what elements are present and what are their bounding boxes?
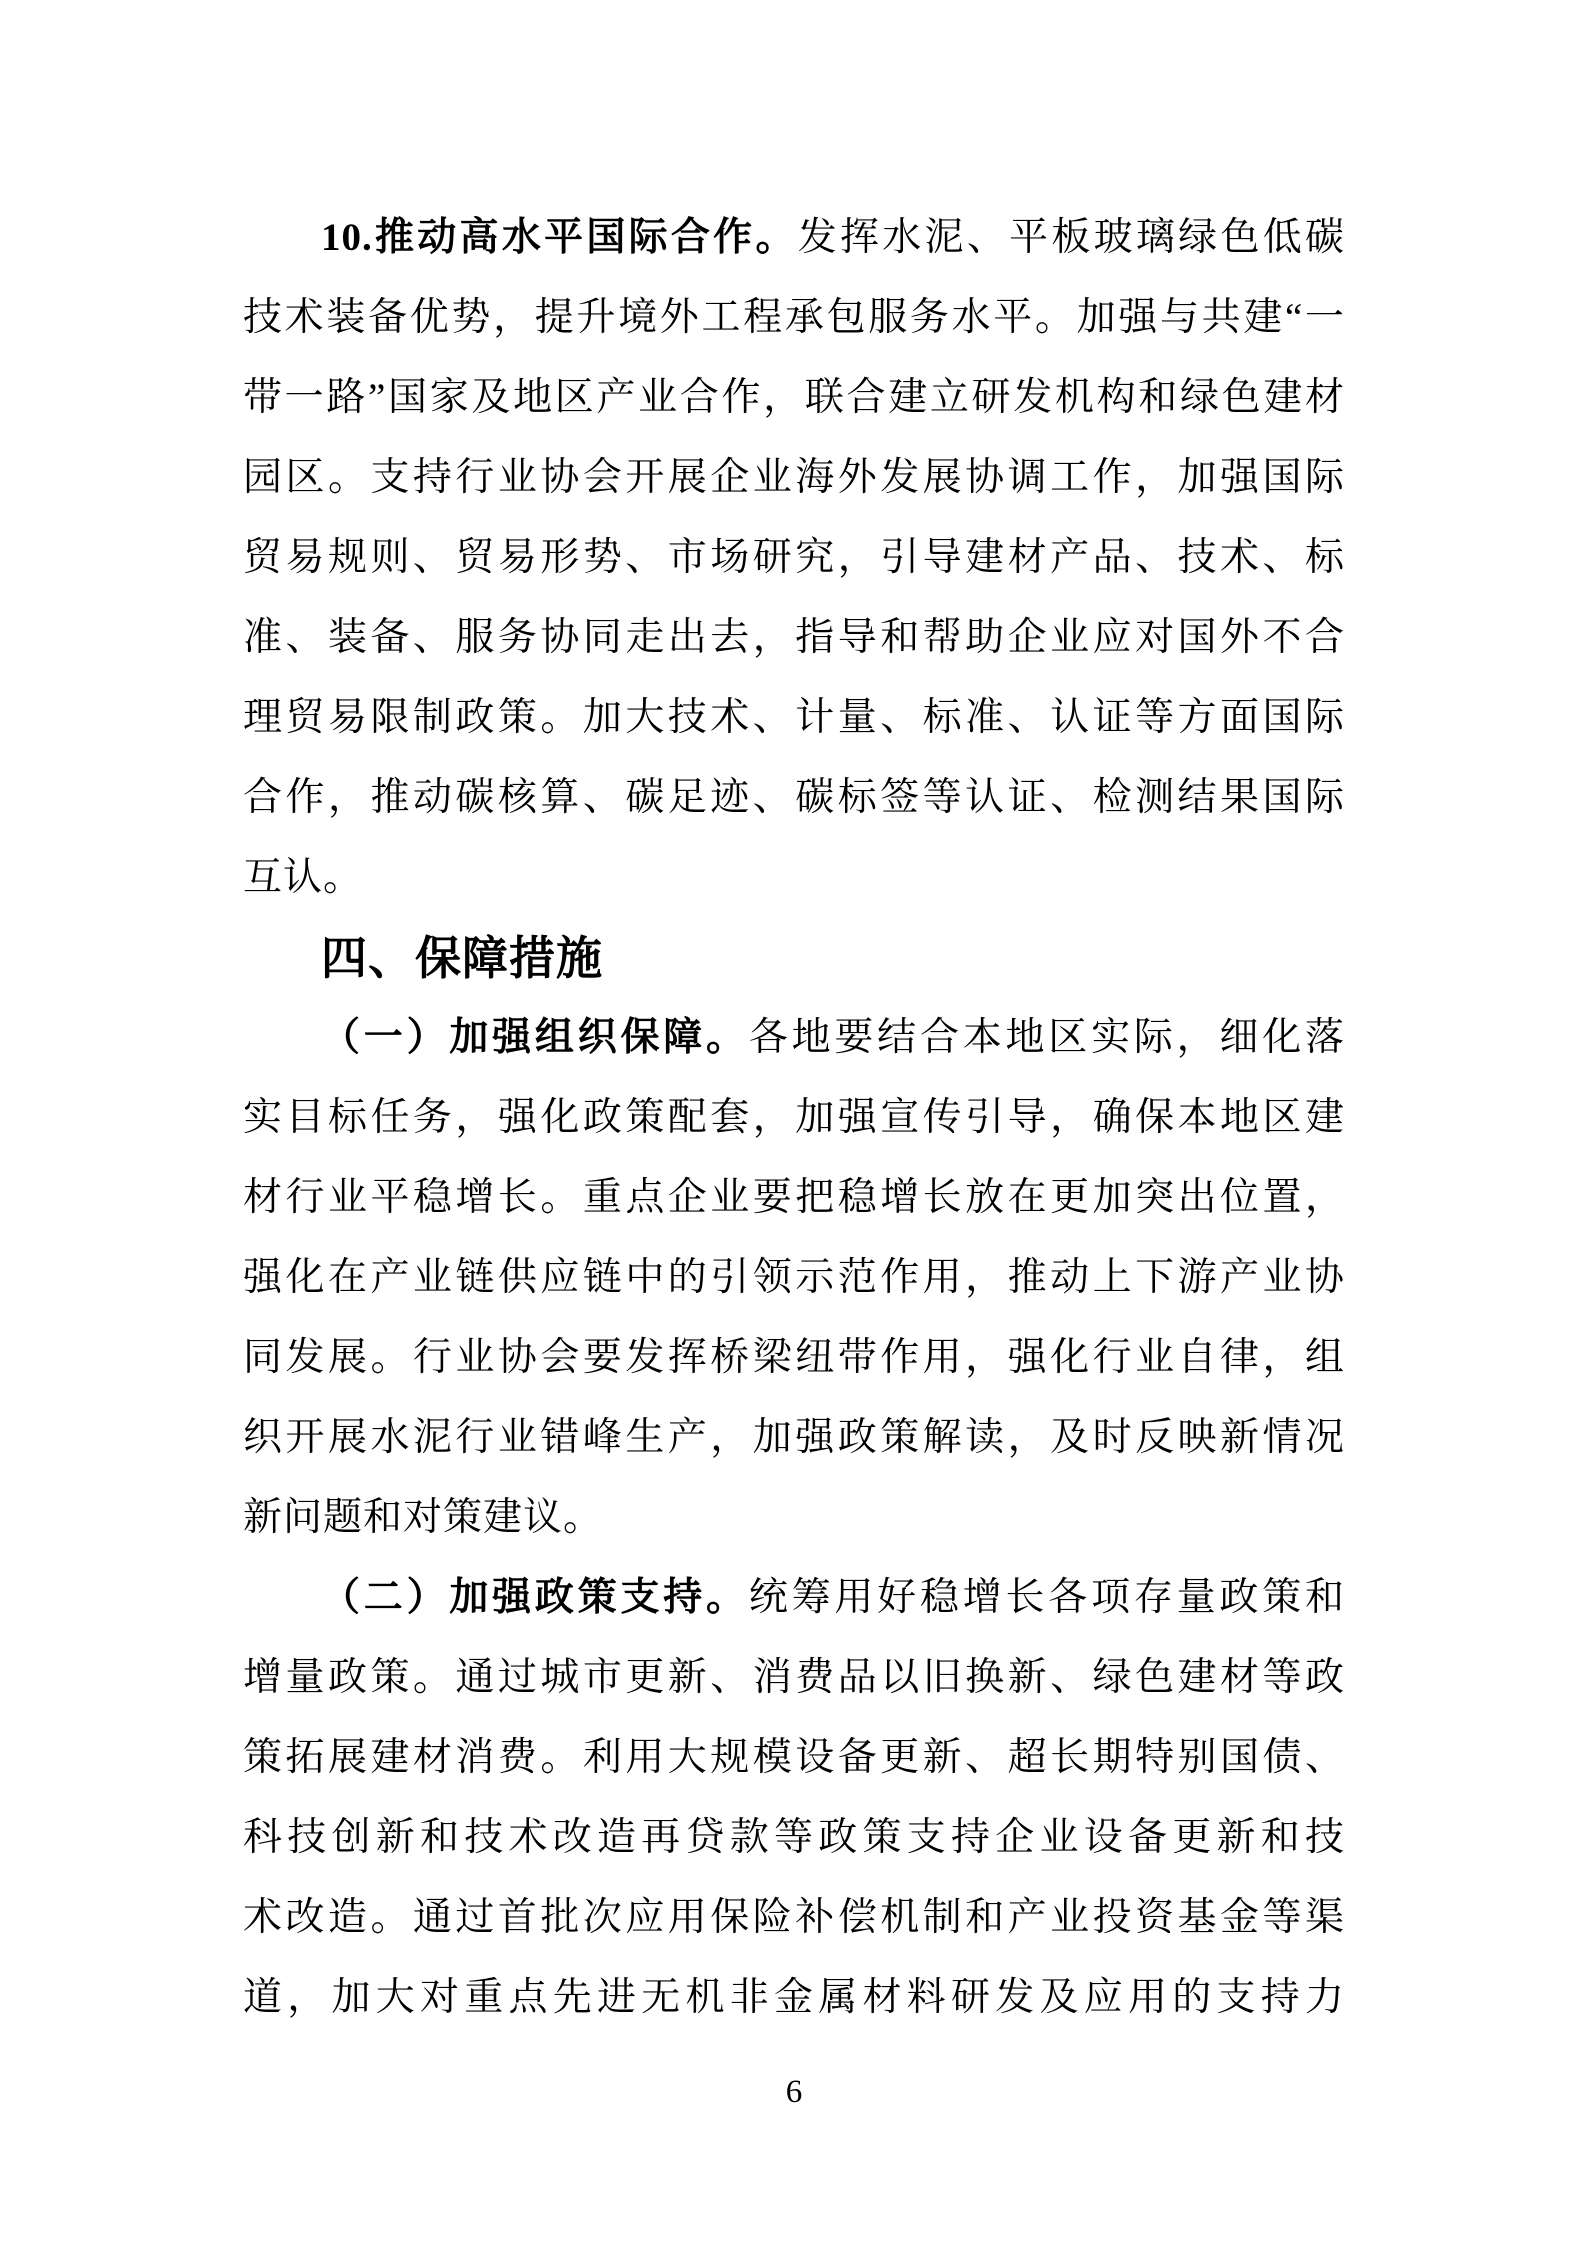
line-text: 新问题和对策建议。 — [243, 1496, 604, 1539]
text-line — [243, 1398, 1345, 1478]
line-text: 互认。 — [243, 856, 364, 899]
text-line — [243, 678, 1345, 758]
text-line — [243, 1958, 1345, 2038]
text-line — [243, 838, 1345, 918]
line-text: 发挥水泥、平板玻璃绿色低碳 — [797, 216, 1345, 259]
text-line — [243, 198, 1345, 278]
line-text: 强化在产业链供应链中的引领示范作用，推动上下游产业协 — [243, 1256, 1345, 1299]
text-line — [243, 278, 1345, 358]
line-text: 带一路”国家及地区产业合作，联合建立研发机构和绿色建材 — [243, 376, 1345, 419]
text-line — [243, 1878, 1345, 1958]
line-text: 统筹用好稳增长各项存量政策和 — [748, 1576, 1345, 1619]
document-text-block — [243, 198, 1345, 2038]
text-line — [243, 358, 1345, 438]
line-text: 术改造。通过首批次应用保险补偿机制和产业投资基金等渠 — [243, 1896, 1345, 1939]
line-text: 织开展水泥行业错峰生产，加强政策解读，及时反映新情况 — [243, 1416, 1345, 1459]
line-text: 增量政策。通过城市更新、消费品以旧换新、绿色建材等政 — [243, 1656, 1345, 1699]
text-line — [243, 1798, 1345, 1878]
text-line — [243, 1478, 1345, 1558]
line-text: 技术装备优势，提升境外工程承包服务水平。加强与共建“一 — [243, 296, 1345, 339]
page-number: 6 — [785, 2074, 803, 2110]
paragraph-lead: （二）加强政策支持。 — [321, 1576, 749, 1619]
text-line — [243, 598, 1345, 678]
line-text: 贸易规则、贸易形势、市场研究，引导建材产品、技术、标 — [243, 536, 1345, 579]
text-line — [243, 518, 1345, 598]
text-line — [243, 1638, 1345, 1718]
paragraph-lead: （一）加强组织保障。 — [321, 1016, 749, 1059]
section-heading-text: 四、保障措施 — [321, 932, 603, 984]
text-line — [243, 1158, 1345, 1238]
text-line — [243, 1318, 1345, 1398]
text-line — [243, 1558, 1345, 1638]
text-line — [243, 998, 1345, 1078]
line-text: 理贸易限制政策。加大技术、计量、标准、认证等方面国际 — [243, 696, 1345, 739]
text-line — [243, 1718, 1345, 1798]
line-text: 科技创新和技术改造再贷款等政策支持企业设备更新和技 — [243, 1816, 1345, 1859]
line-text: 准、装备、服务协同走出去，指导和帮助企业应对国外不合 — [243, 616, 1345, 659]
line-text: 各地要结合本地区实际，细化落 — [748, 1016, 1345, 1059]
text-line — [243, 1078, 1345, 1158]
line-text: 道，加大对重点先进无机非金属材料研发及应用的支持力 — [243, 1976, 1345, 2019]
text-line — [243, 758, 1345, 838]
line-text: 同发展。行业协会要发挥桥梁纽带作用，强化行业自律，组 — [243, 1336, 1345, 1379]
text-line — [243, 438, 1345, 518]
line-text: 策拓展建材消费。利用大规模设备更新、超长期特别国债、 — [243, 1736, 1345, 1779]
line-text: 实目标任务，强化政策配套，加强宣传引导，确保本地区建 — [243, 1096, 1345, 1139]
text-line — [243, 1238, 1345, 1318]
paragraph-lead: 10.推动高水平国际合作。 — [321, 216, 798, 259]
line-text: 园区。支持行业协会开展企业海外发展协调工作，加强国际 — [243, 456, 1345, 499]
line-text: 材行业平稳增长。重点企业要把稳增长放在更加突出位置， — [243, 1176, 1345, 1219]
section-heading — [243, 918, 1345, 998]
line-text: 合作，推动碳核算、碳足迹、碳标签等认证、检测结果国际 — [243, 776, 1345, 819]
